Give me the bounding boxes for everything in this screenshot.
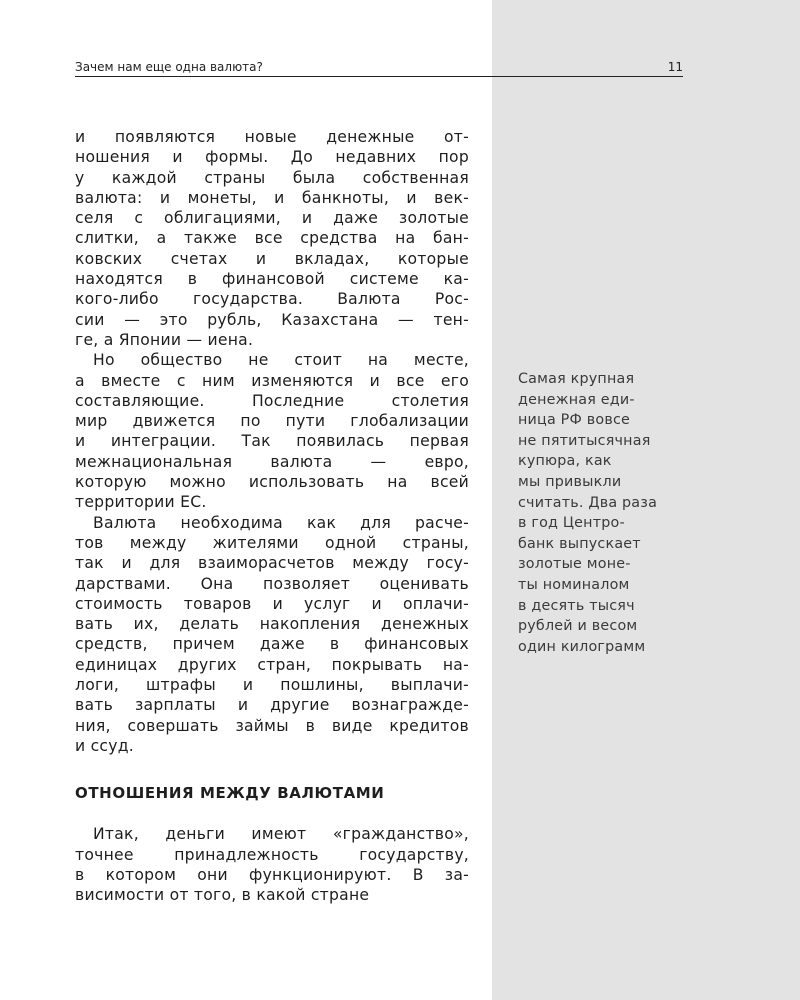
paragraph (75, 127, 469, 350)
paragraph (75, 824, 469, 905)
chapter-title: Зачем нам еще одна валюта? (75, 60, 263, 74)
text-line: которую можно использовать на всей (75, 473, 469, 492)
margin-note-line: банк выпускает (518, 535, 641, 552)
text-line: слитки, а также все средства на бан- (75, 229, 469, 248)
text-line: ге, а Японии — иена. (75, 330, 254, 349)
margin-note-line: купюра, как (518, 453, 612, 470)
margin-note-line: в год Центро- (518, 515, 625, 532)
text-line: дарствами. Она позволяет оценивать (75, 574, 469, 593)
text-line: стоимость товаров и услуг и оплачи- (75, 594, 469, 613)
text-line: селя с облигациями, и даже золотые (75, 209, 469, 228)
margin-note-line: в десять тысяч (518, 597, 635, 614)
margin-note-line: Самая крупная (518, 371, 635, 387)
text-line: у каждой страны была собственная (75, 168, 469, 187)
paragraph (75, 513, 469, 757)
text-line: ковских счетах и вкладах, которые (75, 249, 469, 268)
text-line: мир движется по пути глобализации (75, 412, 469, 431)
running-header (75, 59, 683, 77)
section-paragraph (75, 824, 469, 905)
text-line: вать их, делать накопления денежных (75, 615, 469, 634)
text-line: кого-либо государства. Валюта Рос- (75, 290, 469, 309)
text-line: находятся в финансовой системе ка- (75, 270, 469, 289)
margin-note-line: рублей и весом (518, 618, 638, 635)
text-line: тов между жителями одной страны, (75, 533, 469, 552)
margin-note (518, 369, 718, 657)
text-line: логи, штрафы и пошлины, выплачи- (75, 676, 469, 695)
text-line: территории ЕС. (75, 493, 207, 512)
text-line: межнациональная валюта — евро, (75, 452, 469, 471)
text-line: ния, совершать займы в виде кредитов (75, 716, 469, 735)
text-line: в котором они функционируют. В за- (75, 865, 469, 884)
page-number: 11 (667, 60, 683, 74)
text-line: средств, причем даже в финансовых (75, 635, 469, 654)
text-line: ношения и формы. До недавних пор (75, 148, 469, 167)
margin-note-line: золотые моне- (518, 556, 631, 573)
margin-note-line: ница РФ вовсе (518, 412, 631, 429)
margin-note-line: не пятитысячная (518, 432, 651, 449)
text-line: Валюта необходима как для расче- (93, 513, 469, 532)
text-line: и ссуд. (75, 736, 134, 755)
text-line: а вместе с ним изменяются и все его (75, 371, 469, 390)
text-line: висимости от того, в какой стране (75, 886, 370, 905)
paragraph (75, 350, 469, 512)
margin-note-line: считать. Два раза (518, 494, 658, 511)
text-line: сии — это рубль, Казахстана — тен- (75, 310, 469, 329)
margin-note-line: один килограмм (518, 638, 646, 655)
margin-note-line: мы привыкли (518, 473, 622, 490)
section-heading: ОТНОШЕНИЯ МЕЖДУ ВАЛЮТАМИ (75, 784, 385, 803)
text-line: единицах других стран, покрывать на- (75, 655, 469, 674)
text-line: валюта: и монеты, и банкноты, и век- (75, 188, 469, 207)
text-line: Итак, деньги имеют «гражданство», (93, 825, 469, 844)
main-text-column (75, 127, 469, 905)
text-line: Но общество не стоит на месте, (93, 351, 469, 370)
text-line: и интеграции. Так появилась первая (75, 432, 469, 451)
text-line: так и для взаиморасчетов между госу- (75, 554, 469, 573)
body-paragraphs (75, 127, 469, 756)
text-line: вать зарплаты и другие вознагражде- (75, 696, 469, 715)
margin-note-line: ты номиналом (518, 576, 630, 593)
text-line: точнее принадлежность государству, (75, 845, 469, 864)
margin-note-line: денежная еди- (518, 391, 635, 408)
text-line: составляющие. Последние столетия (75, 391, 469, 410)
text-line: и появляются новые денежные от- (75, 128, 469, 146)
